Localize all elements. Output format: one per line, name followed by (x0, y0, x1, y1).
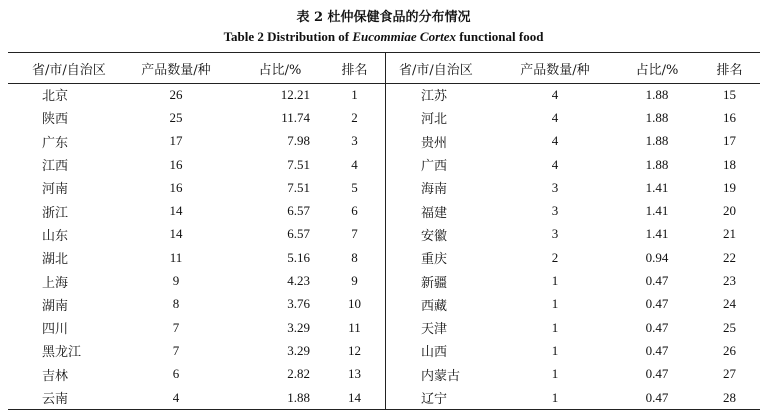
cell-count-right: 1 (551, 273, 559, 289)
cell-rank-right: 18 (723, 156, 736, 172)
table-row (8, 246, 760, 269)
cell-count-right: 3 (551, 226, 559, 242)
cell-rank-right: 16 (723, 109, 736, 125)
cell-province-left: 广东 (42, 135, 69, 151)
header-count-left: 产品数量/种 (141, 62, 211, 78)
table-row (8, 153, 760, 176)
cell-ratio-left: 5.16 (287, 249, 310, 265)
title-en-prefix: Table 2 Distribution of (223, 29, 353, 44)
cell-rank-right: 22 (723, 249, 736, 265)
cell-rank-right: 25 (723, 319, 736, 335)
cell-count-right: 3 (551, 179, 559, 195)
header-count-right: 产品数量/种 (520, 62, 590, 78)
cell-province-right: 安徽 (421, 228, 448, 244)
cell-province-right: 西藏 (421, 298, 448, 314)
table-row (8, 316, 760, 339)
header-ratio-left: 占比/% (258, 62, 302, 78)
cell-province-right: 海南 (421, 182, 448, 198)
cell-count-right: 4 (551, 109, 559, 125)
cell-ratio-right: 1.41 (645, 179, 669, 195)
cell-province-right: 山西 (421, 345, 448, 361)
cell-province-left: 陕西 (42, 112, 69, 128)
cell-rank-left: 10 (348, 296, 361, 312)
cell-ratio-right: 1.88 (645, 86, 669, 102)
cell-ratio-left: 7.98 (287, 133, 310, 149)
cell-count-right: 4 (551, 156, 559, 172)
cell-province-right: 福建 (421, 205, 448, 221)
table-row (8, 223, 760, 246)
cell-ratio-right: 1.88 (645, 109, 669, 125)
cell-ratio-right: 0.47 (645, 342, 669, 358)
cell-ratio-right: 0.94 (645, 249, 669, 265)
cell-rank-right: 20 (723, 203, 736, 219)
header-rank-left: 排名 (341, 62, 368, 78)
cell-rank-left: 2 (351, 109, 358, 125)
cell-rank-left: 11 (348, 319, 361, 335)
header-province-right: 省/市/自治区 (399, 62, 473, 78)
cell-ratio-left: 2.82 (287, 366, 310, 382)
header-row (8, 53, 760, 83)
cell-ratio-left: 6.57 (287, 226, 310, 242)
cell-ratio-left: 3.76 (287, 296, 310, 312)
cell-count-right: 3 (551, 203, 559, 219)
cell-ratio-right: 1.88 (645, 156, 669, 172)
cell-province-right: 重庆 (421, 252, 448, 268)
cell-rank-left: 8 (351, 249, 358, 265)
cell-count-left: 7 (172, 319, 180, 335)
cell-count-left: 7 (172, 342, 180, 358)
cell-count-left: 26 (169, 86, 183, 102)
cell-ratio-right: 1.41 (645, 226, 669, 242)
cell-count-left: 14 (169, 203, 183, 219)
title-en-suffix: functional food (456, 29, 544, 44)
table-row (8, 130, 760, 153)
cell-rank-left: 12 (348, 342, 361, 358)
cell-ratio-left: 7.51 (287, 156, 310, 172)
table-row (8, 339, 760, 362)
cell-count-left: 6 (172, 366, 180, 382)
cell-count-right: 1 (551, 342, 559, 358)
cell-rank-left: 14 (348, 389, 361, 405)
cell-rank-left: 5 (351, 179, 358, 195)
cell-province-right: 天津 (421, 322, 448, 338)
cell-province-left: 上海 (42, 275, 69, 291)
table-body (8, 83, 760, 409)
cell-count-left: 14 (169, 226, 183, 242)
cell-ratio-left: 3.29 (287, 342, 310, 358)
table-row (8, 269, 760, 292)
cell-province-right: 江苏 (421, 89, 448, 105)
title-en-italic: Eucommiae Cortex (352, 29, 457, 44)
cell-ratio-right: 0.47 (645, 366, 669, 382)
cell-province-left: 山东 (42, 228, 69, 244)
cell-province-left: 北京 (42, 89, 69, 105)
cell-count-right: 1 (551, 389, 559, 405)
cell-province-left: 湖北 (42, 252, 69, 268)
cell-rank-right: 15 (723, 86, 736, 102)
header-province-left: 省/市/自治区 (32, 62, 106, 78)
cell-rank-right: 24 (723, 296, 736, 312)
table-row (8, 106, 760, 129)
cell-rank-left: 13 (348, 366, 361, 382)
cell-province-left: 江西 (42, 159, 69, 175)
cell-ratio-left: 12.21 (280, 86, 310, 102)
header-rank-right: 排名 (716, 62, 743, 78)
table-row (8, 386, 760, 409)
cell-province-left: 四川 (42, 322, 69, 338)
cell-province-right: 广西 (421, 159, 448, 175)
cell-ratio-left: 7.51 (287, 179, 310, 195)
cell-ratio-right: 0.47 (645, 319, 669, 335)
cell-ratio-right: 0.47 (645, 296, 669, 312)
cell-rank-right: 19 (723, 179, 736, 195)
cell-count-right: 1 (551, 296, 559, 312)
cell-province-left: 河南 (42, 182, 69, 198)
table-row (8, 199, 760, 222)
cell-count-right: 1 (551, 366, 559, 382)
cell-province-right: 辽宁 (421, 392, 448, 407)
cell-ratio-left: 3.29 (287, 319, 310, 335)
cell-province-left: 浙江 (42, 205, 69, 221)
cell-count-left: 4 (172, 389, 180, 405)
cell-rank-right: 23 (723, 273, 736, 289)
table-row (8, 363, 760, 386)
cell-province-right: 新疆 (421, 275, 448, 291)
cell-province-right: 河北 (421, 112, 448, 128)
cell-count-left: 25 (169, 109, 183, 125)
cell-ratio-left: 1.88 (287, 389, 310, 405)
cell-count-left: 16 (169, 179, 183, 195)
table-row (8, 176, 760, 199)
cell-ratio-right: 1.88 (645, 133, 669, 149)
cell-rank-left: 1 (351, 86, 358, 102)
cell-rank-left: 3 (351, 133, 358, 149)
cell-count-right: 4 (551, 86, 559, 102)
cell-ratio-right: 0.47 (645, 389, 669, 405)
cell-rank-left: 7 (351, 226, 358, 242)
cell-rank-right: 17 (723, 133, 736, 149)
cell-count-left: 9 (172, 273, 180, 289)
cell-ratio-right: 0.47 (645, 273, 669, 289)
table-title-chinese: 表 2 杜仲保健食品的分布情况 (296, 10, 471, 25)
cell-province-right: 内蒙古 (421, 368, 461, 384)
cell-count-left: 8 (172, 296, 180, 312)
cell-count-right: 2 (551, 249, 559, 265)
cell-ratio-left: 6.57 (287, 203, 310, 219)
cell-count-right: 1 (551, 319, 559, 335)
cell-count-left: 11 (169, 249, 183, 265)
cell-province-left: 吉林 (42, 368, 69, 384)
cell-count-left: 16 (169, 156, 183, 172)
cell-province-left: 黑龙江 (42, 345, 82, 361)
cell-rank-left: 9 (351, 273, 358, 289)
cell-province-left: 湖南 (42, 298, 69, 314)
cell-ratio-left: 4.23 (287, 273, 310, 289)
cell-rank-right: 21 (723, 226, 736, 242)
cell-rank-left: 4 (351, 156, 358, 172)
distribution-table (8, 53, 760, 409)
cell-province-right: 贵州 (421, 135, 448, 151)
cell-rank-right: 28 (723, 389, 736, 405)
cell-rank-right: 26 (723, 342, 736, 358)
header-ratio-right: 占比/% (635, 62, 679, 78)
table-row (8, 293, 760, 316)
cell-province-left: 云南 (42, 392, 69, 407)
cell-ratio-right: 1.41 (645, 203, 669, 219)
cell-ratio-left: 11.74 (281, 109, 310, 125)
cell-count-right: 4 (551, 133, 559, 149)
cell-rank-right: 27 (723, 366, 736, 382)
cell-count-left: 17 (169, 133, 183, 149)
table-row (8, 83, 760, 106)
table-title-english (0, 29, 767, 45)
cell-rank-left: 6 (351, 203, 358, 219)
